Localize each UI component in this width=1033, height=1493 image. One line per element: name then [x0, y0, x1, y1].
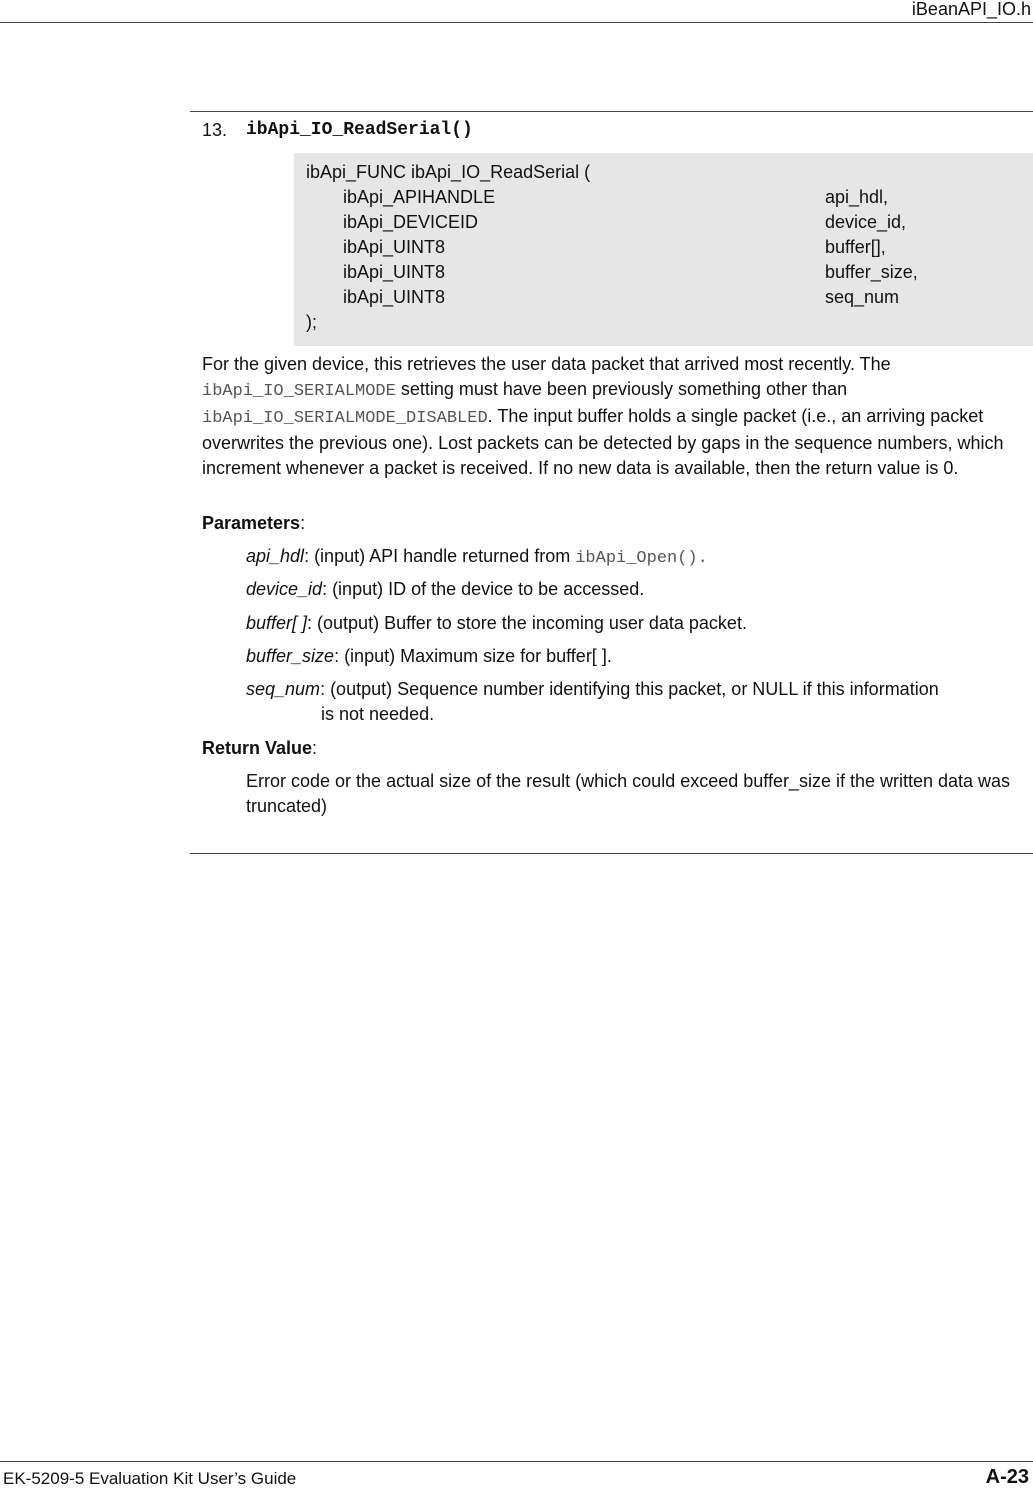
parameter-item	[246, 611, 1026, 636]
section-function-name: ibApi_IO_ReadSerial()	[246, 120, 473, 140]
parameter-name: seq_num	[246, 679, 321, 699]
footer-rule	[0, 1461, 1033, 1462]
description-text: setting must have been previously something other than	[395, 379, 848, 399]
parameter-description: : (output) Buffer to store the incoming user data packet.	[307, 613, 747, 633]
parameter-name: buffer_size	[246, 646, 335, 666]
description-text: For the given device, this retrieves the user data packet that arrived most recently. The	[202, 354, 891, 374]
code-block	[294, 153, 1033, 346]
code-param-type: ibApi_UINT8	[343, 262, 446, 282]
description-paragraph	[202, 352, 1007, 481]
section-top-rule	[190, 111, 1033, 112]
code-param-name: buffer_size,	[825, 262, 918, 282]
parameter-description: : (input) ID of the device to be accessed.	[322, 579, 645, 599]
parameter-item	[246, 644, 1026, 669]
code-param-name: api_hdl,	[825, 187, 889, 207]
code-close-line: );	[306, 312, 317, 332]
parameter-name: api_hdl	[246, 546, 305, 566]
parameter-item	[246, 544, 1026, 571]
parameter-name: buffer[ ]	[246, 613, 308, 633]
parameter-name: device_id	[246, 579, 323, 599]
code-param-type: ibApi_APIHANDLE	[343, 187, 496, 207]
header-rule	[0, 22, 1033, 23]
section-bottom-rule	[190, 853, 1033, 854]
parameter-item	[246, 577, 1026, 602]
code-open-line: ibApi_FUNC ibApi_IO_ReadSerial (	[306, 162, 591, 182]
footer-page-number: A-23	[985, 1466, 1029, 1488]
code-param-type: ibApi_DEVICEID	[343, 212, 479, 232]
parameter-description: : (output) Sequence number identifying this packet, or NULL if this information	[320, 679, 939, 699]
description-code: ibApi_IO_SERIALMODE_DISABLED	[202, 409, 488, 428]
parameter-description: : (input) Maximum size for buffer[ ].	[334, 646, 612, 666]
footer-document-title: EK-5209-5 Evaluation Kit User’s Guide	[3, 1469, 297, 1488]
return-value-text: Error code or the actual size of the result (which could exceed buffer_size if the written data was truncated)	[246, 771, 1011, 816]
page-header-title: iBeanAPI_IO.h	[911, 0, 1031, 19]
code-param-name: buffer[],	[825, 237, 886, 257]
description-text: . The input buffer holds a single packet (i.e., an arriving packet overwrites the previous one). Lost packets can be detected by gaps in the sequence numbers, which increment whenever a packet is received. If no new data is available, then the return value is 0.	[202, 406, 1004, 478]
code-param-name: seq_num	[825, 287, 900, 307]
return-value-heading-label: Return Value	[202, 738, 313, 758]
code-param-type: ibApi_UINT8	[343, 287, 446, 307]
parameters-heading: Parameters:	[202, 513, 306, 533]
parameter-item	[246, 677, 1026, 702]
section-number: 13.	[202, 120, 228, 140]
description-code: ibApi_IO_SERIALMODE	[202, 382, 396, 401]
code-param-name: device_id,	[825, 212, 907, 232]
return-value-heading: Return Value:	[202, 738, 318, 758]
parameters-heading-label: Parameters	[202, 513, 301, 533]
parameter-description: : (input) API handle returned from	[304, 546, 576, 566]
parameter-continuation: is not needed.	[321, 704, 435, 724]
code-param-type: ibApi_UINT8	[343, 237, 446, 257]
parameter-code: ibApi_Open().	[575, 549, 708, 568]
